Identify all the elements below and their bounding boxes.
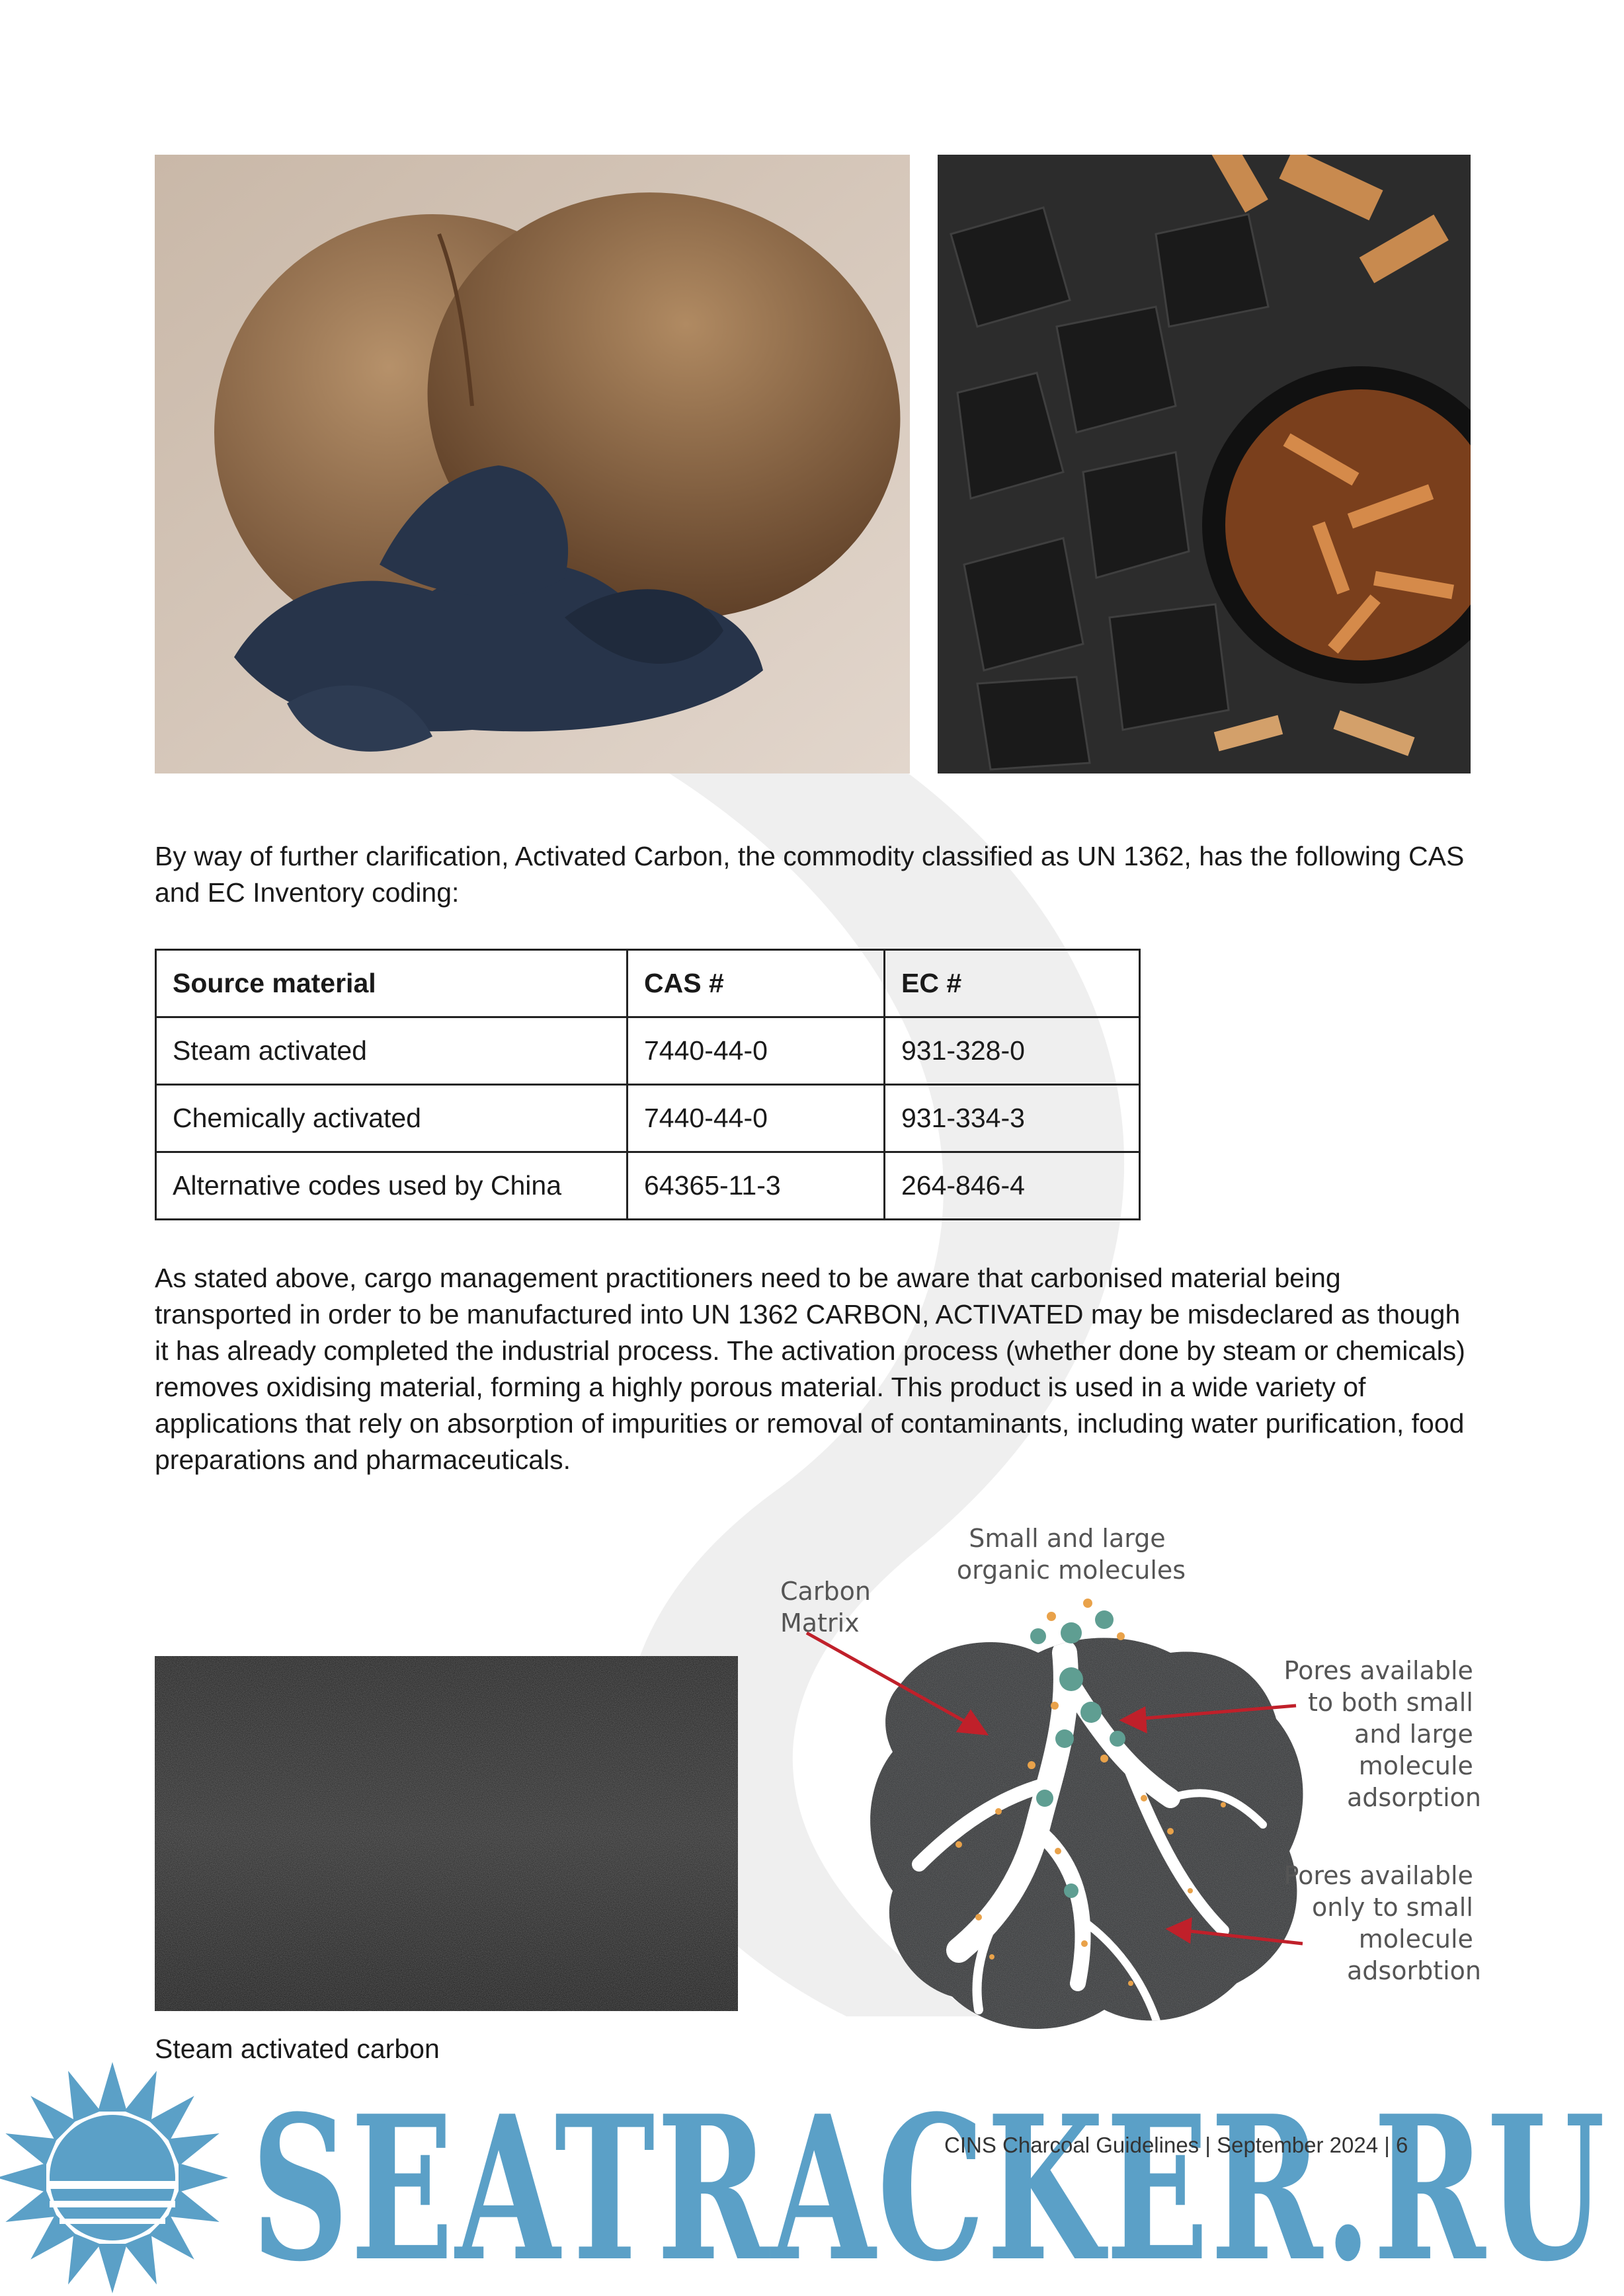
label-carbon-matrix: Carbon Matrix bbox=[780, 1577, 871, 1638]
table-header-row bbox=[156, 950, 1140, 1017]
sun-icon bbox=[0, 2062, 228, 2293]
seatracker-watermark-logo bbox=[0, 2060, 1624, 2296]
table-cell: 7440-44-0 bbox=[628, 1017, 885, 1085]
header-source-material: Source material bbox=[156, 950, 628, 1017]
body-paragraph: As stated above, cargo management practitioners need to be aware that carbonised material being transported in order to be manufactured into UN 1362 CARBON, ACTIVATED may be misdeclared as though it has already completed the industrial process. The activation process (whether done by steam or chemicals) removes oxidising material, forming a highly porous material. This product is used in a wide variety of applications that rely on absorption of impurities or removal of contaminants, including water purification, food preparations and pharmaceuticals. bbox=[155, 1263, 1465, 1475]
watermark-text: SEATRACKER.RU bbox=[251, 2072, 1607, 2296]
photo-caption: Steam activated carbon bbox=[155, 2034, 440, 2064]
table-row bbox=[156, 1152, 1140, 1220]
table-cell: 931-334-3 bbox=[885, 1085, 1140, 1152]
table-cell: Steam activated bbox=[156, 1017, 628, 1085]
header-ec: EC # bbox=[885, 950, 1140, 1017]
page-footer: CINS Charcoal Guidelines | September 2024 | 6 bbox=[944, 2133, 1408, 2157]
table-cell: 7440-44-0 bbox=[628, 1085, 885, 1152]
intro-paragraph: By way of further clarification, Activated Carbon, the commodity classified as UN 1362, has the following CAS and EC Inventory coding: bbox=[155, 841, 1465, 908]
table-cell: 264-846-4 bbox=[885, 1152, 1140, 1220]
label-pores-both-sizes: Pores available to both small and large molecule adsorption bbox=[1283, 1656, 1481, 1812]
table-cell: 64365-11-3 bbox=[628, 1152, 885, 1220]
table-cell: Alternative codes used by China bbox=[156, 1152, 628, 1220]
lump-charcoal-wood-chips-photo bbox=[938, 155, 1471, 773]
header-cas: CAS # bbox=[628, 950, 885, 1017]
label-pores-small-only: Pores available only to small molecule adsorbtion bbox=[1283, 1861, 1481, 1985]
coconut-shell-charcoal-photo bbox=[155, 155, 910, 773]
label-small-large-molecules: Small and large organic molecules bbox=[956, 1524, 1186, 1585]
cas-ec-code-table bbox=[155, 949, 1141, 1220]
table-cell: 931-328-0 bbox=[885, 1017, 1140, 1085]
table-cell: Chemically activated bbox=[156, 1085, 628, 1152]
table-row bbox=[156, 1017, 1140, 1085]
steam-activated-carbon-photo bbox=[155, 1656, 738, 2011]
table-row bbox=[156, 1085, 1140, 1152]
activated-carbon-pore-diagram bbox=[760, 1521, 1488, 2076]
